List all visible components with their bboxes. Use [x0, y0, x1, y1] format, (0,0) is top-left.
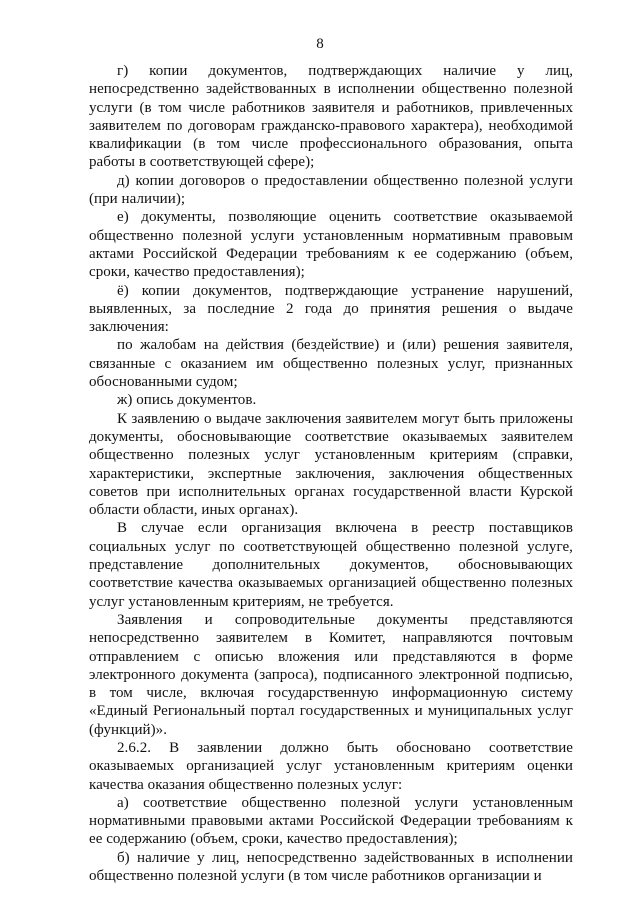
paragraph-e-conformity-docs: е) документы, позволяющие оценить соответствие оказываемой общественно полезной услуги установленным нормативным правовым актами Российской Федерации требованиям к ее содержанию (объем, сроки, качество предоставления);: [89, 209, 573, 281]
paragraph-complaints: по жалобам на действия (бездействие) и (или) решения заявителя, связанные с оказанием им общественно полезных услуг, признанных обоснованными судом;: [89, 337, 573, 391]
paragraph-g-qualification-docs: г) копии документов, подтверждающих наличие у лиц, непосредственно задействованных в исполнении общественно полезной услуги (в том числе работников заявителя и работников, привлеченных заявителем по договорам гражданско-правового характера), необходимой квалификации (в том числе профессионального образования, опыта работы в соответствующей сфере);: [89, 63, 573, 171]
paragraph-2-6-2: 2.6.2. В заявлении должно быть обосновано соответствие оказываемых организацией услуг установленным критериям оценки качества оказания общественно полезных услуг:: [89, 739, 573, 793]
document-body: [89, 62, 573, 885]
paragraph-zh-inventory: ж) опись документов.: [117, 392, 257, 409]
page-number: 8: [316, 36, 324, 52]
paragraph-submission: Заявления и сопроводительные документы представляются непосредственно заявителем в Комитет, направляются почтовым отправлением с описью вложения или представляются в форме электронного документа (запроса), подписанного электронной подписью, в том числе, включая государственную информационную систему «Единый Региональный портал государственных и муниципальных услуг (функций)».: [89, 611, 573, 738]
paragraph-a-conformity: а) соответствие общественно полезной услуги установленным нормативными правовыми актами Российской Федерации требованиям к ее содержанию (объем, сроки, качество предоставления);: [89, 794, 573, 848]
paragraph-attachments: К заявлению о выдаче заключения заявителем могут быть приложены документы, обосновывающие соответствие оказываемых заявителем общественно полезных услуг установленным критериям (справки, характеристики, экспертные заключения, заключения общественных советов при исполнительных органах государственной власти Курской области области, иных органах).: [89, 410, 573, 519]
paragraph-yo-violations-fixed: ё) копии документов, подтверждающие устранение нарушений, выявленных, за последние 2 года до принятия решения о выдаче заключения:: [89, 282, 573, 336]
paragraph-registry-case: В случае если организация включена в реестр поставщиков социальных услуг по соответствующей общественно полезной услуге, представление дополнительных документов, обосновывающих соответствие качества оказываемых организацией общественно полезных услуг установленным критериям, не требуется.: [89, 520, 573, 610]
paragraph-b-personnel: б) наличие у лиц, непосредственно задействованных в исполнении общественно полезной услуги (в том числе работников организации и: [89, 849, 573, 885]
paragraph-d-contracts: д) копии договоров о предоставлении общественно полезной услуги (при наличии);: [89, 172, 573, 208]
